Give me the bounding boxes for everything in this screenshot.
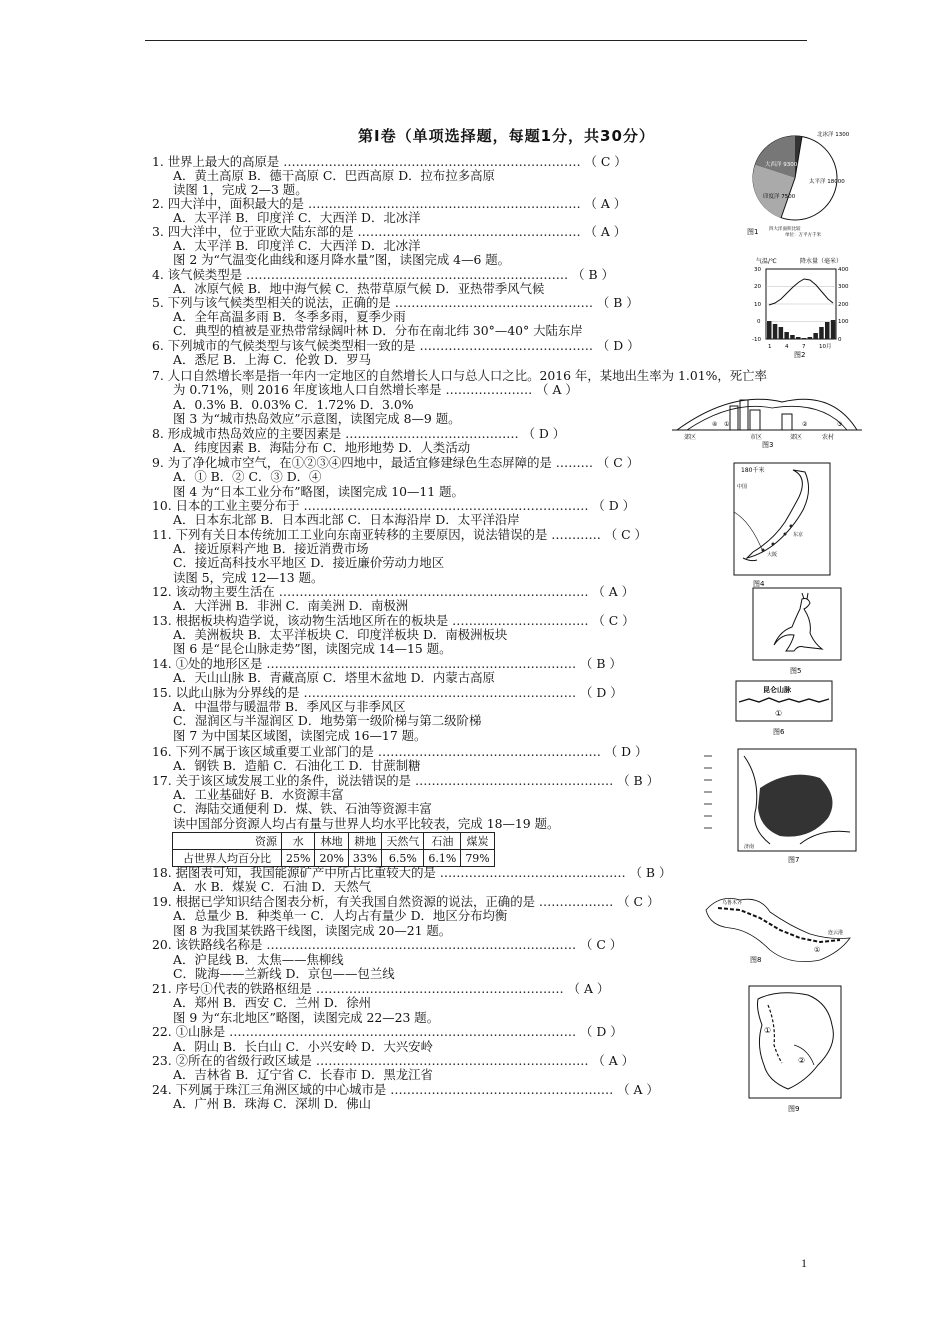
section-title: 第Ⅰ卷（单项选择题，每题1分，共30分）	[358, 127, 655, 145]
question-line: A．接近原料产地 B．接近消费市场	[173, 541, 369, 556]
question-line: 图 3 为“城市热岛效应”示意图，读图完成 8—9 题。	[173, 411, 461, 426]
table-header-row	[173, 833, 495, 850]
table-col: 石油	[424, 833, 461, 850]
y-tick-right: 200	[838, 302, 849, 308]
question-line: A．日本东北部 B．日本西北部 C．日本海沿岸 D．太平洋沿岸	[173, 512, 520, 527]
page-number: 1	[801, 1256, 807, 1270]
table-cell: 25%	[282, 850, 315, 867]
question-line: 2. 四大洋中，面积最大的是 ………………………………………………………… （ A ）	[152, 196, 627, 211]
question-line: 19. 根据已学知识结合图表分析，有关我国自然资源的说法，正确的是 ……………… （ C ）	[152, 894, 660, 909]
question-line: 9. 为了净化城市空气，在①②③④四地中，最适宜修建绿色生态屏障的是 ……… （ C ）	[152, 455, 640, 470]
fig3-label: 郊区	[684, 434, 697, 441]
header-rule	[145, 40, 807, 41]
table-col: 林地	[315, 833, 348, 850]
table-cell: 6.5%	[382, 850, 424, 867]
question-line: A．黄土高原 B．德干高原 C．巴西高原 D．拉布拉多高原	[173, 168, 495, 183]
question-line: A．天山山脉 B．青藏高原 C．塔里木盆地 D．内蒙古高原	[173, 670, 495, 685]
question-line: 14. ①处的地形区是 ………………………………………………………………… （ B ）	[152, 656, 622, 671]
question-line: A．沪昆线 B．太焦——焦柳线	[173, 952, 344, 967]
y-tick-right: 100	[838, 319, 849, 325]
figure-caption: 图6	[773, 728, 785, 736]
fig9-label: ②	[798, 1056, 806, 1065]
question-line: C．陇海——兰新线 D．京包——包兰线	[173, 966, 395, 981]
question-line: 13. 根据板块构造学说，该动物生活地区所在的板块是 …………………………… （ C ）	[152, 613, 635, 628]
question-line: 18. 据图表可知，我国能源矿产中所占比重较大的是 ……………………………………… （ B ）	[152, 865, 672, 880]
question-line: 读图 1，完成 2—3 题。	[173, 182, 308, 197]
figure-caption: 图1	[747, 228, 759, 236]
question-line: A．中温带与暖温带 B．季风区与非季风区	[173, 699, 406, 714]
pie-label: 印度洋 7500	[763, 194, 796, 200]
question-line: 4. 该气候类型是 …………………………………………………………………… （ B ）	[152, 267, 614, 282]
question-line: 7. 人口自然增长率是指一年内一定地区的自然增长人口与总人口之比。2016 年，某地出生率为 1.01%，死亡率	[152, 368, 767, 383]
figure-unit: 单位：万平方千米	[785, 233, 821, 238]
left-axis-title: 气温/℃	[756, 258, 777, 265]
question-line: 1. 世界上最大的高原是 ……………………………………………………………… （ C ）	[152, 154, 627, 169]
figure-1-ocean-pie	[745, 128, 850, 238]
question-line: A．工业基础好 B．水资源丰富	[173, 787, 344, 802]
figure-7-region-map	[700, 748, 860, 866]
fig8-label: 连云港	[828, 930, 844, 936]
fig3-label: 郊区	[790, 434, 803, 441]
question-line: 24. 下列属于珠江三角洲区域的中心城市是 ……………………………………………… （ A ）	[152, 1082, 659, 1097]
question-line: A．太平洋 B．印度洋 C．大西洋 D．北冰洋	[173, 210, 421, 225]
question-line: C．海陆交通便利 D．煤、铁、石油等资源丰富	[173, 801, 432, 816]
question-line: 16. 下列不属于该区域重要工业部门的是 ……………………………………………… （ D ）	[152, 744, 648, 759]
y-tick: 30	[754, 267, 761, 273]
question-line: A．吉林省 B．辽宁省 C．长春市 D．黑龙江省	[173, 1067, 433, 1082]
fig3-label: ③	[837, 421, 843, 428]
table-col: 煤炭	[461, 833, 494, 850]
question-line: 为 0.71%，则 2016 年度该地人口自然增长率是 ………………… （ A ）	[173, 382, 578, 397]
figure-subcaption: 四大洋面积比较	[769, 227, 801, 232]
question-line: A．全年高温多雨 B．冬季多雨，夏季少雨	[173, 309, 406, 324]
fig8-label: ①	[814, 946, 821, 954]
fig4-label: 中国	[737, 484, 748, 490]
figure-9-northeast-map	[748, 985, 844, 1115]
figure-6-kunlun	[735, 680, 835, 738]
question-line: A．钢铁 B．造船 C．石油化工 D．甘蔗制糖	[173, 758, 421, 773]
table-cell: 20%	[315, 850, 348, 867]
table-cell: 79%	[461, 850, 494, 867]
figure-caption: 图2	[794, 351, 806, 359]
question-line: 6. 下列城市的气候类型与该气候类型相一致的是 …………………………………… （ D ）	[152, 338, 640, 353]
figure-2-climate-chart	[752, 255, 862, 359]
question-line: A．纬度因素 B．海陆分布 C．地形地势 D．人类活动	[173, 440, 471, 455]
question-line: C．湿润区与半湿润区 D．地势第一级阶梯与第二级阶梯	[173, 713, 482, 728]
table-col: 水	[282, 833, 315, 850]
question-line: 5. 下列与该气候类型相关的说法，正确的是 ………………………………………… （ B ）	[152, 295, 639, 310]
figure-caption: 图3	[762, 441, 774, 449]
y-tick-right: 400	[838, 267, 849, 273]
fig7-label: 济南	[744, 844, 755, 850]
question-line: 22. ①山脉是 ………………………………………………………………………… （ D ）	[152, 1024, 623, 1039]
question-line: A．郑州 B．西安 C．兰州 D．徐州	[173, 995, 371, 1010]
pie-label: 太平洋 18000	[809, 179, 845, 185]
y-tick-right: 300	[838, 284, 849, 290]
figure-caption: 图8	[750, 956, 762, 964]
question-line: 17. 关于该区域发展工业的条件，说法错误的是 ………………………………………… （ B ）	[152, 773, 659, 788]
fig3-label: 农村	[822, 434, 835, 441]
question-line: A．大洋洲 B．非洲 C．南美洲 D．南极洲	[173, 598, 409, 613]
y-tick: 20	[754, 284, 761, 290]
table-row-label: 占世界人均百分比	[173, 850, 282, 867]
question-line: A．美洲板块 B．太平洋板块 C．印度洋板块 D．南极洲板块	[173, 627, 508, 642]
question-line: A．总量少 B．种类单一 C．人均占有量少 D．地区分布均衡	[173, 908, 508, 923]
x-tick: 10月	[819, 344, 832, 350]
question-line: 21. 序号①代表的铁路枢纽是 …………………………………………………… （ A ）	[152, 981, 610, 996]
question-line: 3. 四大洋中，位于亚欧大陆东部的是 ……………………………………………… （ A ）	[152, 224, 627, 239]
question-line: 11. 下列有关日本传统加工工业向东南亚转移的主要原因，说法错误的是 ………… （ C ）	[152, 527, 647, 542]
fig4-label: 大阪	[767, 552, 778, 558]
table-cell: 33%	[348, 850, 381, 867]
fig3-label: ①	[724, 421, 730, 428]
fig6-mark: ①	[775, 709, 783, 718]
question-line: 23. ②所在的省级行政区域是 ………………………………………………………… （ A ）	[152, 1053, 635, 1068]
y-tick: -10	[752, 337, 761, 343]
pie-label: 北冰洋 1300	[817, 132, 850, 138]
question-line: 20. 该铁路线名称是 ………………………………………………………………… （ C ）	[152, 937, 623, 952]
table-col: 天然气	[382, 833, 424, 850]
table-header-label: 资源	[173, 833, 282, 850]
figure-8-railway	[700, 890, 860, 970]
figure-4-japan-map	[733, 462, 831, 590]
question-line: C．典型的植被是亚热带常绿阔叶林 D．分布在南北纬 30°—40° 大陆东岸	[173, 323, 583, 338]
question-line: 15. 以此山脉为分界线的是 ………………………………………………………… （ D ）	[152, 685, 623, 700]
question-line: C．接近高科技水平地区 D．接近廉价劳动力地区	[173, 555, 445, 570]
y-tick: 0	[757, 319, 761, 325]
fig8-label: 乌鲁木齐	[722, 900, 743, 906]
pie-label: 大西洋 9300	[765, 162, 798, 168]
question-line: 图 2 为“气温变化曲线和逐月降水量”图，读图完成 4—6 题。	[173, 252, 511, 267]
question-line: A．冰原气候 B．地中海气候 C．热带草原气候 D．亚热带季风气候	[173, 281, 545, 296]
x-tick: 1	[768, 344, 772, 350]
fig6-label: 昆仑山脉	[763, 686, 791, 694]
fig3-label: ②	[802, 421, 808, 428]
question-line: 10. 日本的工业主要分布于 …………………………………………………………… （ D ）	[152, 498, 636, 513]
y-tick: 10	[754, 302, 761, 308]
question-line: 图 9 为“东北地区”略图，读图完成 22—23 题。	[173, 1010, 440, 1025]
question-line: A．悉尼 B．上海 C．伦敦 D．罗马	[173, 352, 371, 367]
question-line: A．0.3% B．0.03% C．1.72% D．3.0%	[173, 397, 414, 412]
fig3-label: ④	[712, 421, 718, 428]
question-line: 图 7 为中国某区域图，读图完成 16—17 题。	[173, 728, 427, 743]
question-line: A．① B．② C．③ D．④	[173, 469, 322, 484]
figure-caption: 图7	[788, 856, 800, 864]
figure-3-heat-island	[672, 392, 862, 448]
figure-caption: 图4	[753, 580, 765, 588]
right-axis-title: 降水量（毫米）	[800, 258, 843, 265]
fig9-label: ①	[764, 1026, 772, 1035]
x-tick: 4	[785, 344, 789, 350]
question-line: A．广州 B．珠海 C．深圳 D．佛山	[173, 1096, 371, 1111]
question-line: 图 4 为“日本工业分布”略图，读图完成 10—11 题。	[173, 484, 464, 499]
x-tick: 7	[802, 344, 806, 350]
table-col: 耕地	[348, 833, 381, 850]
question-line: 图 8 为我国某铁路干线图，读图完成 20—21 题。	[173, 923, 452, 938]
resource-table	[172, 832, 495, 867]
figure-5-kangaroo	[752, 587, 844, 679]
y-tick-right: 0	[838, 337, 842, 343]
question-line: A．水 B．煤炭 C．石油 D．天然气	[173, 879, 371, 894]
table-cell: 6.1%	[424, 850, 461, 867]
fig4-label: 东京	[793, 532, 804, 538]
question-line: A．太平洋 B．印度洋 C．大西洋 D．北冰洋	[173, 238, 421, 253]
table-row	[173, 850, 495, 867]
question-line: 8. 形成城市热岛效应的主要因素是 …………………………………… （ D ）	[152, 426, 566, 441]
question-line: 读中国部分资源人均占有量与世界人均水平比较表，完成 18—19 题。	[173, 816, 560, 831]
fig4-label: 180千米	[741, 467, 765, 474]
fig3-label: 市区	[750, 434, 763, 441]
question-line: 12. 该动物主要生活在 ………………………………………………………………… （ A ）	[152, 584, 635, 599]
figure-caption: 图9	[788, 1105, 800, 1113]
figure-caption: 图5	[790, 667, 802, 675]
question-line: A．阴山 B．长白山 C．小兴安岭 D．大兴安岭	[173, 1039, 433, 1054]
question-line: 图 6 是“昆仑山脉走势”图，读图完成 14—15 题。	[173, 641, 452, 656]
question-line: 读图 5，完成 12—13 题。	[173, 570, 324, 585]
